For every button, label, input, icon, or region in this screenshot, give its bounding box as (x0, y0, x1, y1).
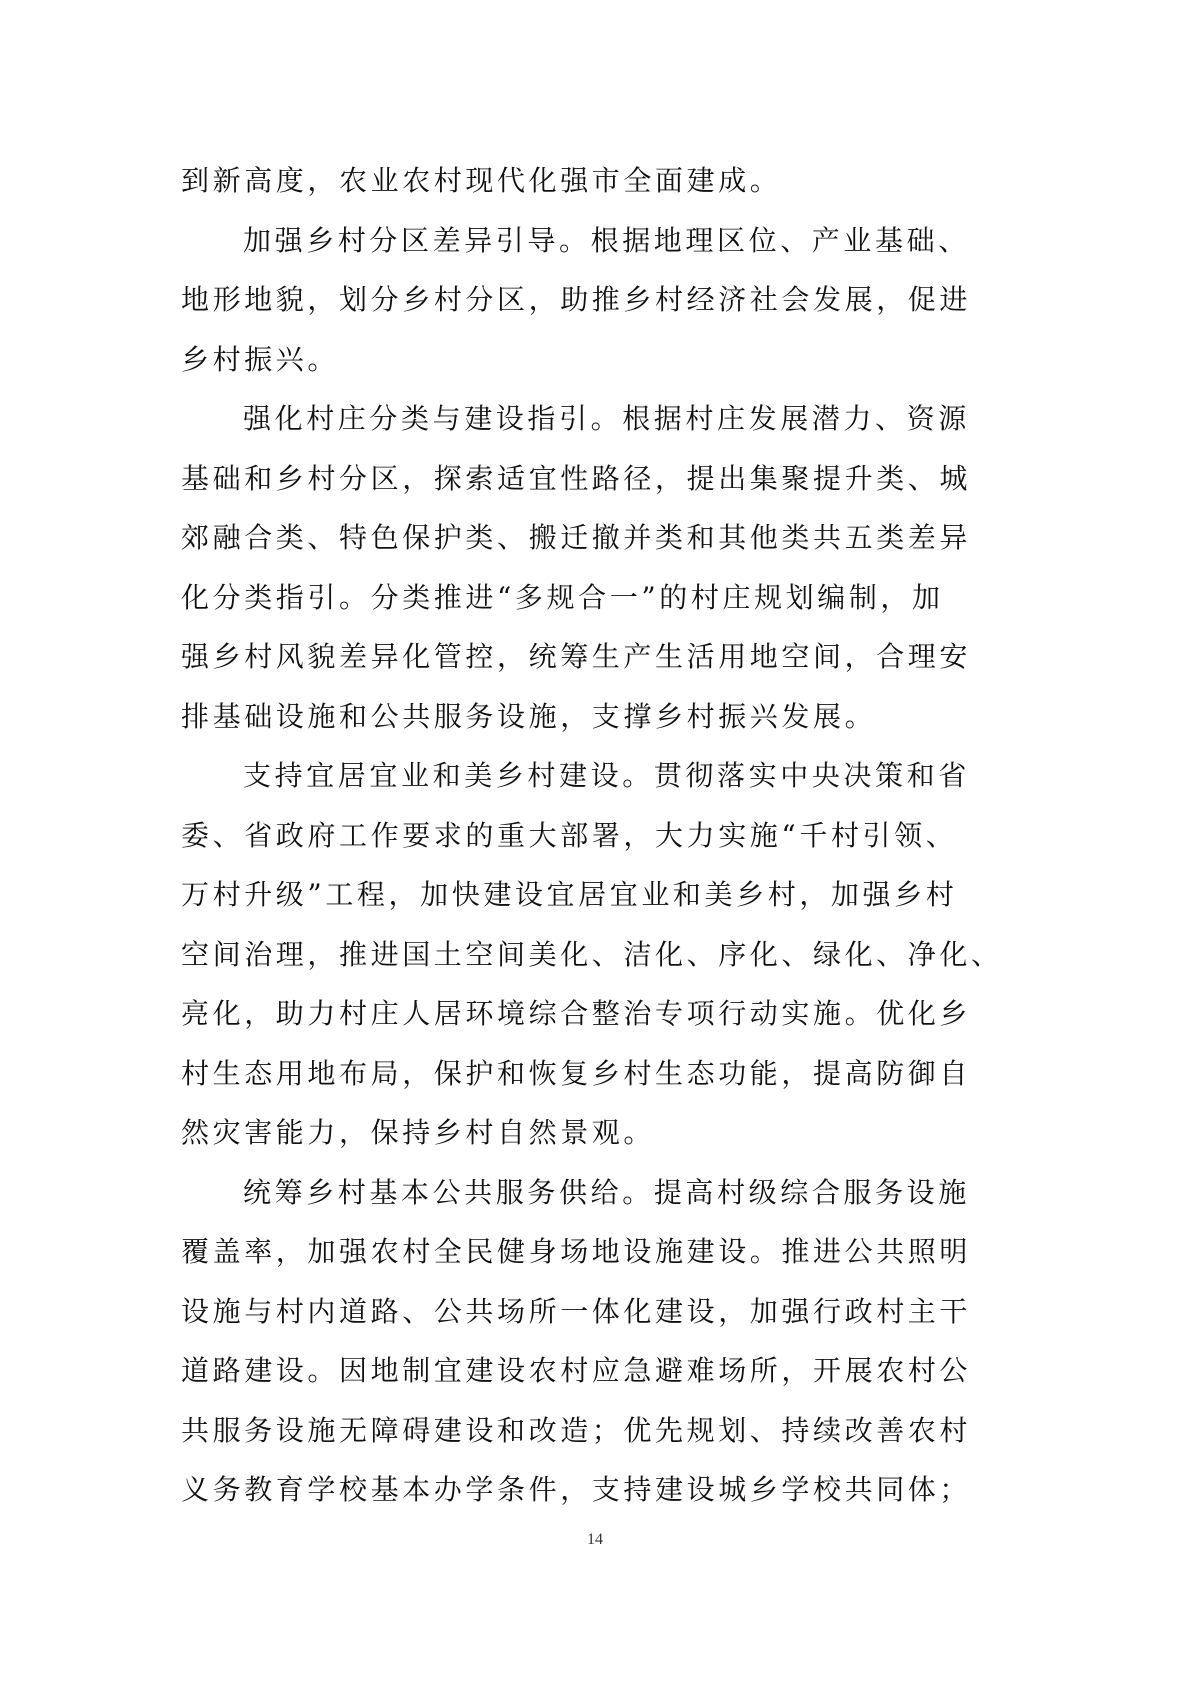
paragraph-public-services (181, 1163, 1011, 1520)
body-text (181, 151, 1011, 1520)
paragraph-village-classification (181, 389, 1011, 746)
text-line: 亮化，助力村庄人居环境综合整治专项行动实施。优化乡 (181, 997, 972, 1030)
paragraph-heading: 强化村庄分类与建设指引。 (243, 402, 623, 435)
text-line: 排基础设施和公共服务设施，支撑乡村振兴发展。 (181, 699, 877, 733)
text-line: 郊融合类、特色保护类、搬迁撤并类和其他类共五类差异 (181, 521, 972, 554)
text-line: 委、省政府工作要求的重大部署，大力实施“千村引领、 (181, 818, 958, 852)
paragraph-livable-village (181, 746, 1011, 1163)
page-number: 14 (587, 1531, 603, 1548)
paragraph-rural-zoning (181, 211, 1011, 390)
paragraph-heading: 支持宜居宜业和美乡村建设。 (243, 759, 654, 792)
paragraph-heading: 统筹乡村基本公共服务供给。 (243, 1175, 654, 1209)
text-line: 共服务设施无障碍建设和改造；优先规划、持续改善农村 (181, 1413, 972, 1447)
text-line: 基础和乡村分区，探索适宜性路径，提出集聚提升类、城 (181, 461, 972, 495)
text-line: 道路建设。因地制宜建设农村应急避难场所，开展农村公 (181, 1354, 972, 1387)
text-line: 到新高度，农业农村现代化强市全面建成。 (181, 164, 782, 197)
text-line: 加强乡村分区差异引导。根据地理区位、产业基础、 (243, 223, 970, 257)
text-line: 村生态用地布局，保护和恢复乡村生态功能，提高防御自 (181, 1056, 972, 1090)
text-line: 设施与村内道路、公共场所一体化建设，加强行政村主干 (181, 1294, 972, 1328)
text-line: 义务教育学校基本办学条件，支持建设城乡学校共同体； (181, 1473, 972, 1506)
text-line: 支持宜居宜业和美乡村建设。贯彻落实中央决策和省 (243, 759, 970, 792)
text-line: 强乡村风貌差异化管控，统筹生产生活用地空间，合理安 (181, 640, 972, 673)
paragraph-continuation (181, 151, 1011, 211)
text-line: 地形地貌，划分乡村分区，助推乡村经济社会发展，促进 (181, 283, 972, 316)
text-line: 化分类指引。分类推进“多规合一”的村庄规划编制，加 (181, 580, 944, 614)
text-line: 强化村庄分类与建设指引。根据村庄发展潜力、资源 (243, 402, 970, 435)
text-line: 然灾害能力，保持乡村自然景观。 (181, 1116, 656, 1149)
paragraph-heading: 加强乡村分区差异引导。 (243, 223, 591, 257)
text-line: 统筹乡村基本公共服务供给。提高村级综合服务设施 (243, 1175, 970, 1209)
text-line: 万村升级”工程，加快建设宜居宜业和美乡村，加强乡村 (181, 878, 958, 911)
text-line: 空间治理，推进国土空间美化、洁化、序化、绿化、净化、 (181, 937, 1003, 971)
text-line: 覆盖率，加强农村全民健身场地设施建设。推进公共照明 (181, 1235, 972, 1268)
text-line: 乡村振兴。 (181, 342, 340, 376)
